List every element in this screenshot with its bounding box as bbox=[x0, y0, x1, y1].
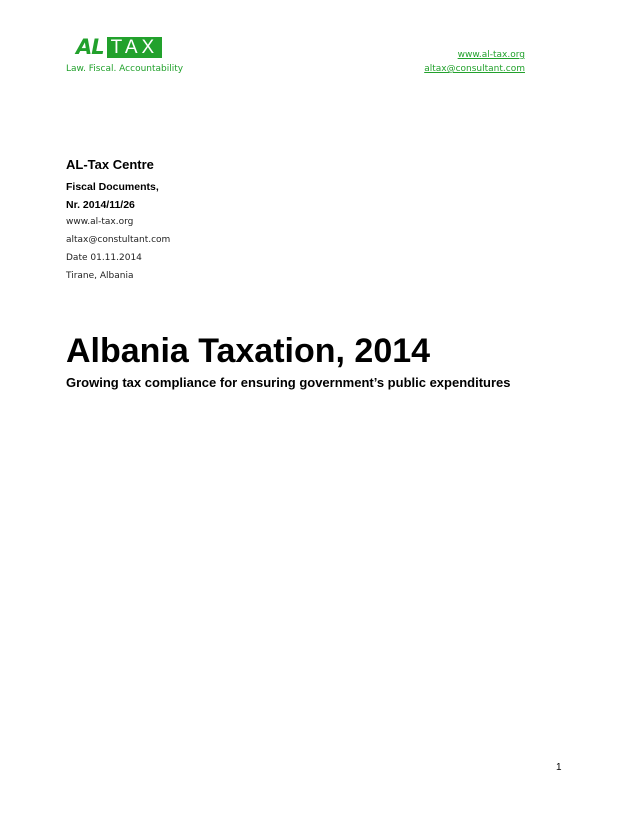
logo-tax-text: TAX bbox=[107, 37, 163, 58]
header-website-link[interactable]: www.al-tax.org bbox=[457, 50, 525, 60]
doc-type: Fiscal Documents, bbox=[66, 181, 159, 193]
document-title: Albania Taxation, 2014 bbox=[66, 332, 431, 370]
document-subtitle: Growing tax compliance for ensuring government’s public expenditures bbox=[66, 375, 511, 390]
org-email: altax@constultant.com bbox=[66, 235, 171, 245]
page-number: 1 bbox=[556, 762, 562, 773]
doc-date: Date 01.11.2014 bbox=[66, 253, 142, 263]
org-name: AL-Tax Centre bbox=[66, 157, 154, 172]
tagline: Law. Fiscal. Accountability bbox=[66, 64, 184, 74]
altax-logo bbox=[76, 37, 162, 58]
org-location: Tirane, Albania bbox=[66, 271, 134, 281]
doc-number: Nr. 2014/11/26 bbox=[66, 199, 135, 211]
logo-al-text: AL bbox=[76, 35, 104, 59]
header-email-link[interactable]: altax@consultant.com bbox=[424, 64, 525, 74]
organization-info bbox=[66, 157, 170, 289]
org-website: www.al-tax.org bbox=[66, 217, 134, 227]
